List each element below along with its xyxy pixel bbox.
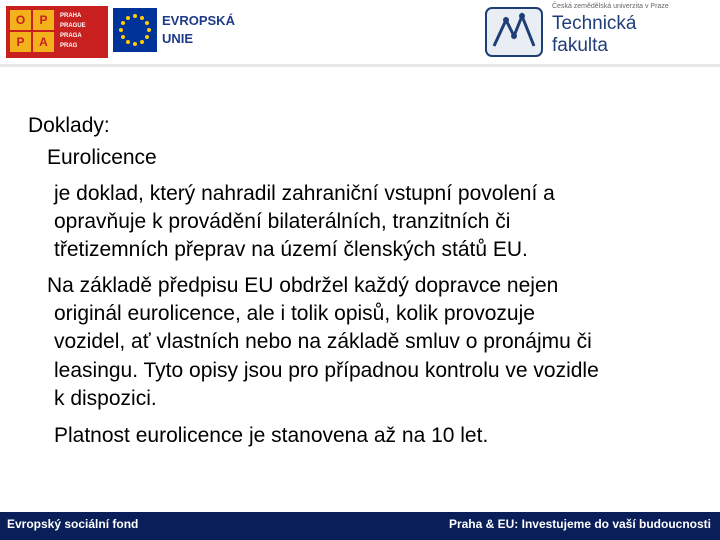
oppa-letter-a: A	[33, 32, 54, 52]
body-line: k dispozici.	[54, 387, 157, 410]
body-line: třetizemních přeprav na území členských států EU.	[54, 238, 528, 261]
oppa-letter-p1: P	[33, 10, 54, 30]
header	[0, 0, 720, 70]
oppa-letter-o: O	[10, 10, 31, 30]
heading-doklady: Doklady:	[28, 114, 110, 137]
term-eurolicence: Eurolicence	[47, 146, 157, 169]
city-name: PRAG	[60, 43, 78, 49]
body-line: opravňuje k provádění bilaterálních, tranzitních či	[54, 210, 511, 233]
body-line: leasingu. Tyto opisy jsou pro případnou kontrolu ve vozidle	[54, 359, 599, 382]
city-name: PRAGA	[60, 33, 82, 39]
faculty-name-line1: Technická	[552, 13, 637, 34]
oppa-logo	[6, 6, 108, 58]
oppa-city-names-col1	[60, 11, 86, 51]
body-line: je doklad, který nahradil zahraniční vstupní povolení a	[54, 182, 555, 205]
body-line: vozidel, ať vlastních nebo na základě smluv o pronájmu či	[54, 330, 592, 353]
footer-right-text: Praha & EU: Investujeme do vaší budoucnosti	[448, 517, 711, 531]
faculty-emblem-icon	[484, 6, 544, 58]
eu-label-line2: UNIE	[162, 31, 194, 46]
faculty-name	[552, 13, 637, 57]
eu-flag-icon	[113, 8, 157, 52]
university-name: Česká zemědělská univerzita v Praze	[552, 3, 669, 10]
faculty-name-line2: fakulta	[552, 35, 608, 56]
eu-label-line1: EVROPSKÁ	[162, 13, 235, 28]
oppa-letter-p2: P	[10, 32, 31, 52]
body-line: Platnost eurolicence je stanovena až na 10 let.	[54, 424, 489, 447]
footer-bar	[0, 512, 720, 540]
city-name: PRAGUE	[60, 23, 86, 29]
body-line: Na základě předpisu EU obdržel každý dopravce nejen	[47, 274, 559, 297]
eu-label	[162, 12, 235, 48]
city-name: PRAHA	[60, 13, 82, 19]
body-line: originál eurolicence, ale i tolik opisů, kolik provozuje	[54, 302, 535, 325]
header-divider	[0, 64, 720, 67]
footer-left-text: Evropský sociální fond	[7, 517, 139, 531]
